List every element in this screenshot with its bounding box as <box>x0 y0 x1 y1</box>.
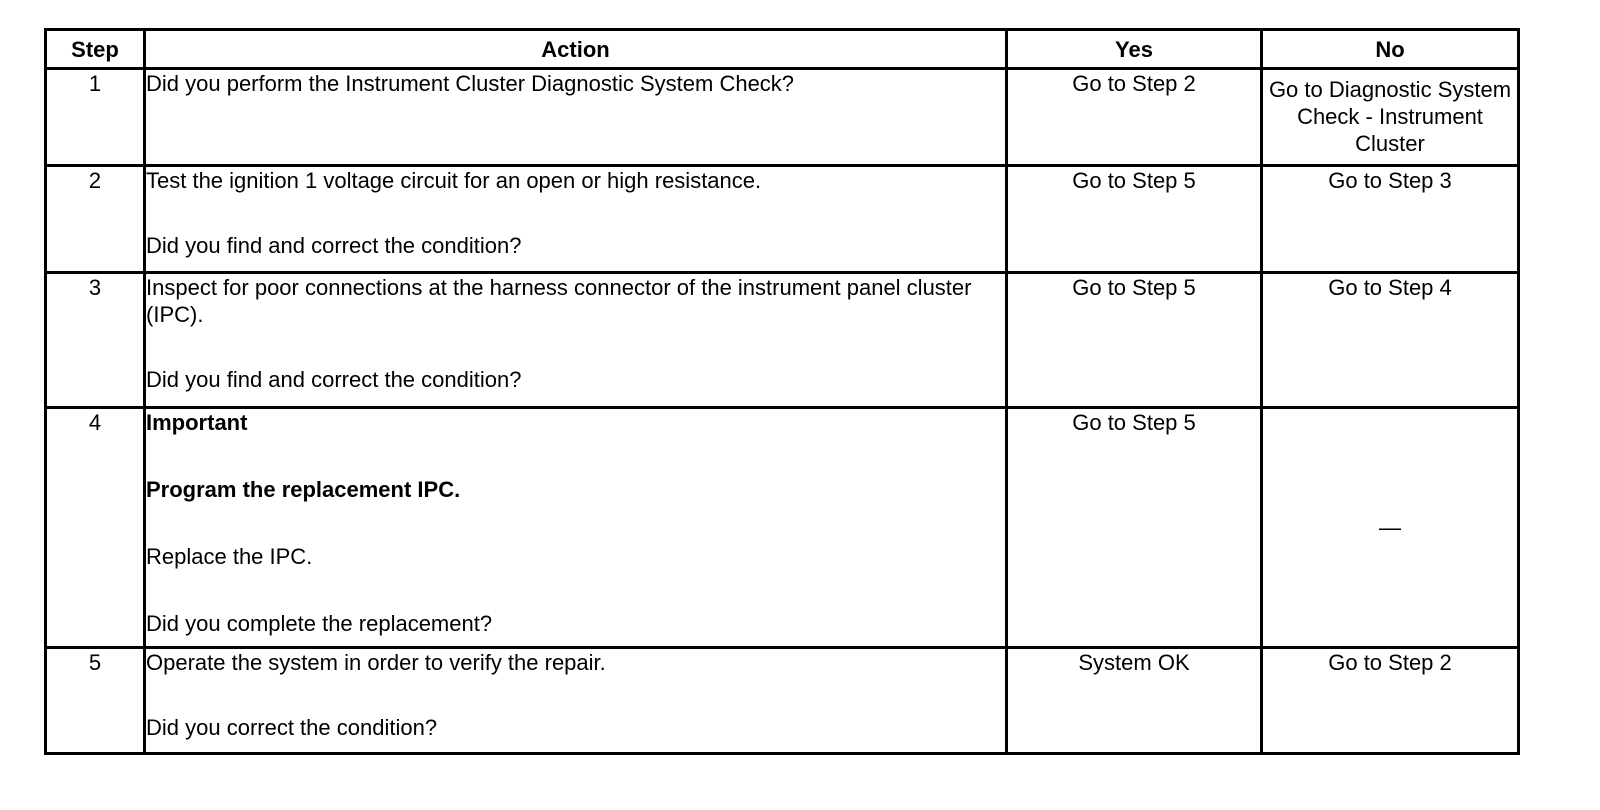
no-result: Go to Step 4 <box>1262 273 1519 408</box>
step-number: 4 <box>46 408 145 648</box>
action-text: Replace the IPC. <box>146 544 313 569</box>
step-number: 1 <box>46 69 145 166</box>
action-text: Operate the system in order to verify the repair. <box>146 650 606 675</box>
table-row <box>46 648 1519 754</box>
action-question: Did you complete the replacement? <box>146 611 493 636</box>
step-number: 5 <box>46 648 145 754</box>
no-result-line: Go to Diagnostic <box>1268 77 1432 102</box>
table-row <box>46 69 1519 166</box>
no-result: — <box>1262 408 1519 648</box>
action-text: Test the ignition 1 voltage circuit for an open or high resistance. <box>146 168 762 193</box>
header-yes: Yes <box>1007 30 1262 69</box>
action-question: Did you find and correct the condition? <box>146 233 522 258</box>
diagnostic-table <box>44 28 1520 755</box>
no-result: Go to Step 2 <box>1262 648 1519 754</box>
action-cell <box>145 166 1007 273</box>
yes-result: Go to Step 2 <box>1007 69 1262 166</box>
action-cell <box>145 408 1007 648</box>
step-number: 2 <box>46 166 145 273</box>
action-cell <box>145 69 1007 166</box>
action-text: Did you perform the Instrument Cluster Diagnostic System Check? <box>146 71 795 96</box>
header-no: No <box>1262 30 1519 69</box>
table-row <box>46 166 1519 273</box>
table-row <box>46 408 1519 648</box>
important-label: Important <box>146 410 248 435</box>
yes-result: System OK <box>1007 648 1262 754</box>
table-row <box>46 273 1519 408</box>
header-step: Step <box>46 30 145 69</box>
action-text: Inspect for poor connections at the harness connector of the instrument panel cluster (IPC). <box>146 275 972 327</box>
action-note: Program the replacement IPC. <box>146 477 461 502</box>
action-cell <box>145 273 1007 408</box>
action-question: Did you correct the condition? <box>146 715 438 740</box>
no-result-line: Instrument Cluster <box>1355 104 1483 156</box>
no-result-line: System Check - <box>1297 77 1512 129</box>
yes-result: Go to Step 5 <box>1007 166 1262 273</box>
action-question: Did you find and correct the condition? <box>146 367 522 392</box>
no-result: Go to Step 3 <box>1262 166 1519 273</box>
no-result <box>1262 69 1519 166</box>
action-cell <box>145 648 1007 754</box>
yes-result: Go to Step 5 <box>1007 273 1262 408</box>
step-number: 3 <box>46 273 145 408</box>
header-action: Action <box>145 30 1007 69</box>
yes-result: Go to Step 5 <box>1007 408 1262 648</box>
table-header-row <box>46 30 1519 69</box>
